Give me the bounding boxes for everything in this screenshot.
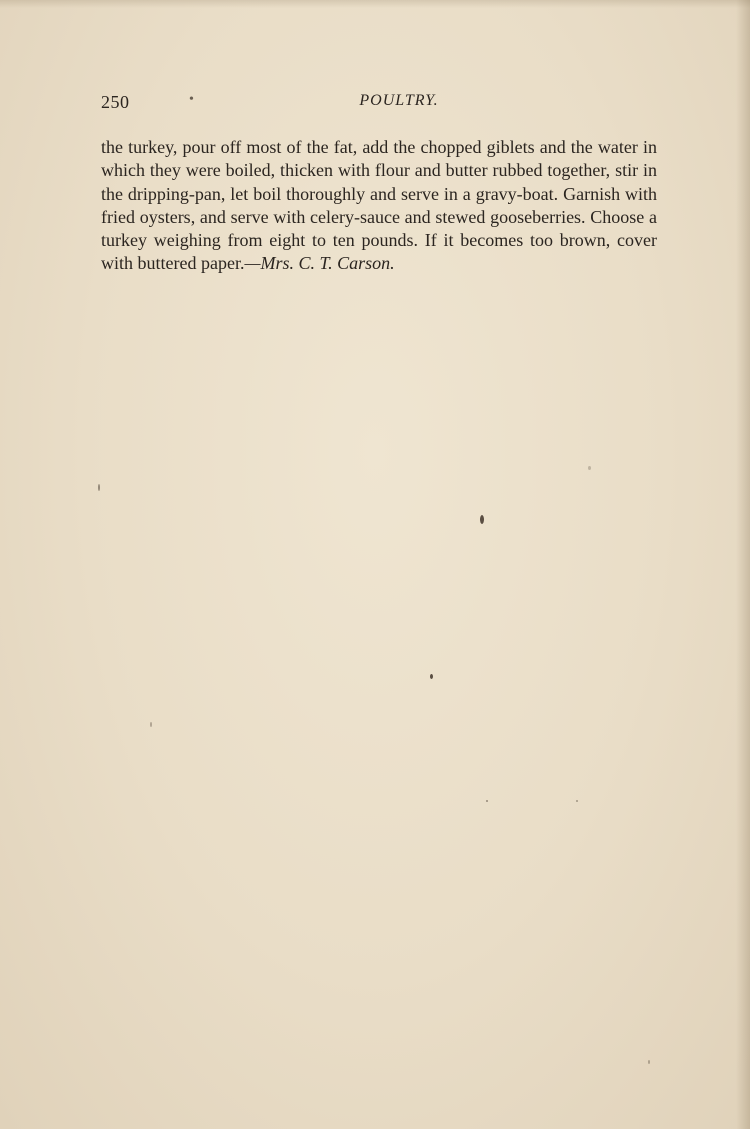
paper-speck [648,1060,650,1064]
paper-speck [480,515,484,524]
paper-speck [98,484,100,491]
header-dot: • [189,92,194,107]
paper-speck [430,674,433,679]
recipe-text [101,136,657,276]
recipe-attribution: —Mrs. C. T. Carson. [244,253,395,274]
paper-speck [486,800,488,802]
page-number: 250 [101,92,130,112]
paper-speck [588,466,591,470]
running-head: POULTRY. [359,92,439,109]
page-header [101,92,657,116]
paper-speck [150,722,152,727]
page-top-shadow [0,0,750,8]
paper-speck [576,800,578,802]
recipe-paragraph: the turkey, pour off most of the fat, add the chopped giblets and the water in which they were boiled, thicken with flour and butter rubbed together, stir in the dripping-pan, let boil thoroughly and serve in a gravy-boat. Garnish with fried oysters, and serve with celery-sauce and stewed gooseberries. Choose a turkey weighing from eight to ten pounds. If it becomes too brown, cover with buttered paper. [101,137,657,274]
page-edge-shadow [736,0,750,1129]
